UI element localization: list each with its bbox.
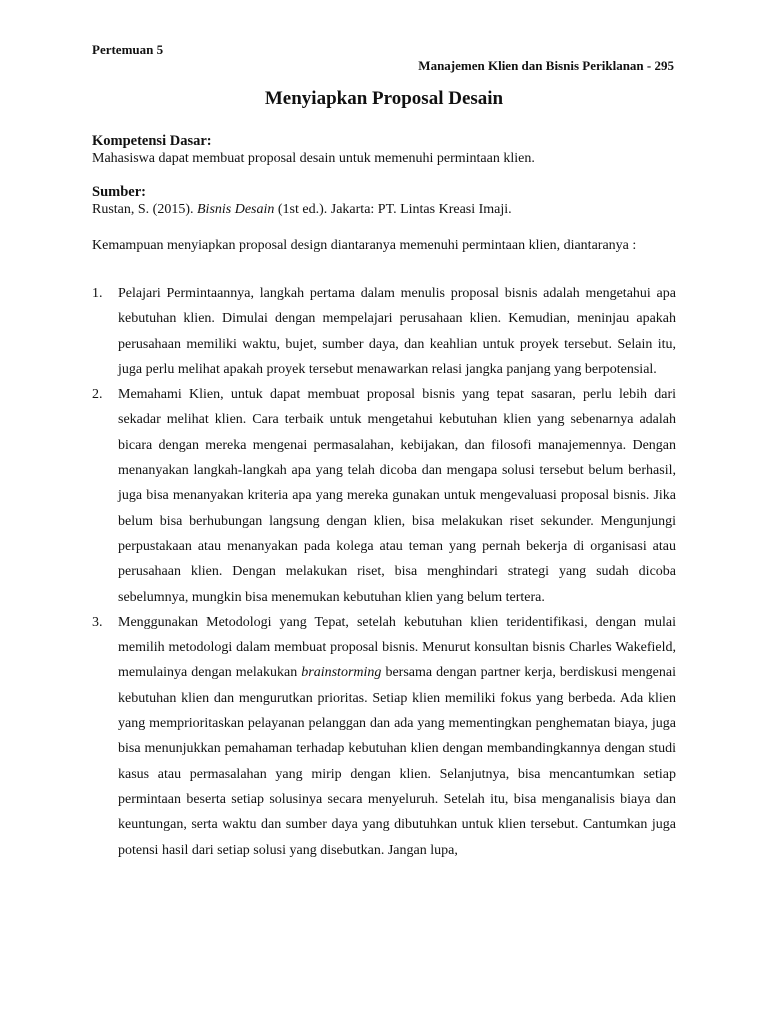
competency-section: [92, 133, 676, 167]
list-item-number: 1.: [92, 286, 103, 301]
citation-publisher: (1st ed.). Jakarta: PT. Lintas Kreasi Imaji.: [274, 202, 512, 217]
source-section: [92, 184, 676, 218]
list-item: [92, 610, 676, 863]
list-item-text: Pelajari Permintaannya, langkah pertama dalam menulis proposal bisnis adalah mengetahui apa kebutuhan klien. Dimulai dengan mempelajari perusahaan klien. Kemudian, meninjau apakah perusahaan memiliki waktu, bujet, sumber daya, dan keahlian untuk proyek tersebut. Selain itu, juga perlu melihat apakah proyek tersebut menawarkan relasi jangka panjang yang berpotensial.: [118, 286, 676, 377]
list-item-italic-term: brainstorming: [301, 665, 382, 681]
document-title: Menyiapkan Proposal Desain: [264, 88, 504, 109]
list-item-text: [118, 615, 676, 858]
citation-book-title: Bisnis Desain: [197, 202, 275, 217]
competency-heading: Kompetensi Dasar:: [92, 133, 212, 149]
list-item-number: 3.: [92, 614, 103, 630]
list-item: [92, 281, 676, 382]
source-citation: [92, 201, 676, 218]
list-item-text: Memahami Klien, untuk dapat membuat proposal bisnis yang tepat sasaran, perlu lebih dari sekadar melihat klien. Cara terbaik untuk mengetahui kebutuhan klien yang sebenarnya adalah bicara dengan mereka mengenai permasalahan, kebijakan, dan filosofi manajemennya. Dengan menanyakan langkah-langkah apa yang telah dicoba dan mengapa solusi tersebut belum berhasil, juga bisa menanyakan kriteria apa yang mereka gunakan untuk mengevaluasi proposal bisnis. Jika belum bisa berhubungan langsung dengan klien, bisa melakukan riset sekunder. Mengunjungi perpustakaan atau menanyakan pada kolega atau teman yang pernah bekerja di organisasi atau perusahaan klien. Dengan melakukan riset, bisa menghindari strategi yang sudah dicoba sebelumnya, mungkin bisa menemukan kebutuhan klien yang belum tertera.: [118, 387, 676, 605]
citation-author: Rustan, S. (2015).: [92, 202, 197, 217]
intro-paragraph: Kemampuan menyiapkan proposal design diantaranya memenuhi permintaan klien, diantaranya :: [92, 238, 637, 253]
meeting-label: Pertemuan 5: [92, 42, 164, 57]
numbered-list: [92, 281, 676, 863]
list-item: [92, 382, 676, 610]
list-item-text-part: Menggunakan Metodologi yang Tepat, setelah kebutuhan klien teridentifikasi, dengan mulai memilih metodologi dalam membuat proposal bisnis. Menurut konsultan bisnis Charles Wakefield, memulainya dengan melakukan: [118, 614, 676, 681]
list-item-text-part: bersama dengan partner kerja, berdiskusi mengenai kebutuhan klien dan mengurutkan prioritas. Setiap klien memiliki fokus yang berbeda. Ada klien yang memprioritaskan pelayanan pelanggan dan ada yang mementingkan penghematan biaya, juga bisa menunjukkan pemahaman terhadap kebutuhan klien dengan membandingkannya dengan studi kasus atau permasalahan yang mirip dengan klien. Selanjutnya, bisa mencantumkan setiap permintaan beserta setiap solusinya secara menyeluruh. Setelah itu, bisa menganalisis biaya dan keuntungan, serta waktu dan sumber daya yang dibutuhkan untuk klien tersebut. Cantumkan juga potensi hasil dari setiap solusi yang disebutkan. Jangan lupa,: [118, 665, 676, 858]
list-item-number: 2.: [92, 387, 103, 403]
running-header: Manajemen Klien dan Bisnis Periklanan - 295: [418, 58, 674, 73]
source-heading: Sumber:: [92, 184, 146, 200]
competency-text: Mahasiswa dapat membuat proposal desain untuk memenuhi permintaan klien.: [92, 151, 535, 166]
